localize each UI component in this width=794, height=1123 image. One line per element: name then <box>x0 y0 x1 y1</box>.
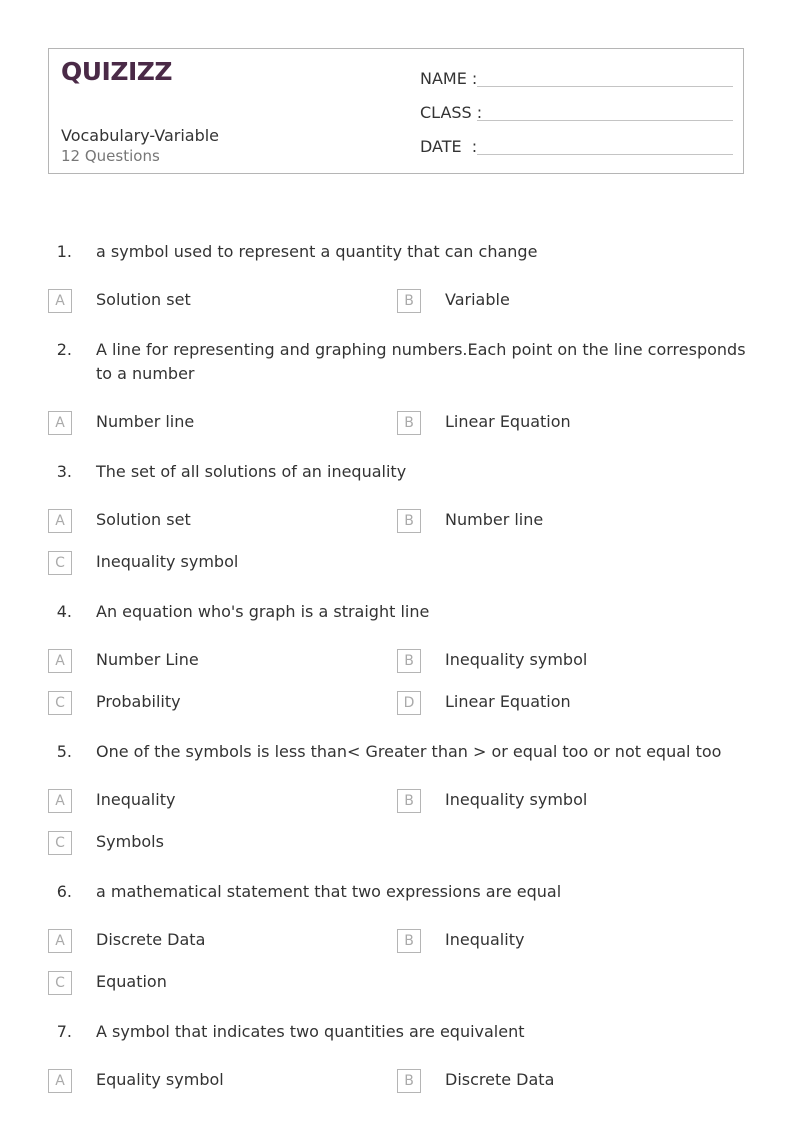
option-letter-box: C <box>48 551 72 575</box>
class-field[interactable] <box>420 103 482 122</box>
option-letter-box: D <box>397 691 421 715</box>
option-label: Linear Equation <box>445 412 571 431</box>
question-number: 1. <box>56 242 72 261</box>
option-letter-box: B <box>397 1069 421 1093</box>
date-line <box>477 154 733 155</box>
option-letter-box: B <box>397 509 421 533</box>
option-label: Number Line <box>96 650 199 669</box>
option-letter-box: C <box>48 971 72 995</box>
class-label: CLASS : <box>420 103 483 122</box>
option-letter-box: A <box>48 289 72 313</box>
date-label: DATE : <box>420 137 478 156</box>
option-label: Discrete Data <box>445 1070 555 1089</box>
option-label: Linear Equation <box>445 692 571 711</box>
option-letter-box: B <box>397 289 421 313</box>
name-line <box>477 86 733 87</box>
option-label: Number line <box>96 412 195 431</box>
question-number: 5. <box>56 742 72 761</box>
date-field[interactable] <box>420 137 477 156</box>
option-letter-box: C <box>48 691 72 715</box>
option-label: Probability <box>96 692 181 711</box>
quizizz-logo: QUIZIZZ <box>61 57 173 86</box>
option-label: Equality symbol <box>96 1070 224 1089</box>
option-label: Symbols <box>96 832 164 851</box>
option-letter-box: A <box>48 929 72 953</box>
option-letter-box: A <box>48 1069 72 1093</box>
question-number: 2. <box>56 340 72 359</box>
name-field[interactable] <box>420 69 477 88</box>
question-text: a symbol used to represent a quantity that can change <box>96 242 538 261</box>
option-label: Number line <box>445 510 544 529</box>
option-letter-box: C <box>48 831 72 855</box>
question-text: A symbol that indicates two quantities are equivalent <box>96 1022 525 1041</box>
option-letter-box: A <box>48 789 72 813</box>
option-label: Solution set <box>96 510 191 529</box>
worksheet-title: Vocabulary-Variable <box>61 126 220 145</box>
option-letter-box: A <box>48 411 72 435</box>
question-number: 6. <box>56 882 72 901</box>
option-letter-box: A <box>48 649 72 673</box>
option-letter-box: B <box>397 929 421 953</box>
option-label: Solution set <box>96 290 191 309</box>
option-label: Equation <box>96 972 167 991</box>
option-label: Discrete Data <box>96 930 206 949</box>
option-letter-box: A <box>48 509 72 533</box>
question-number: 7. <box>56 1022 72 1041</box>
option-letter-box: B <box>397 649 421 673</box>
option-label: Inequality <box>96 790 176 809</box>
question-number: 4. <box>56 602 72 621</box>
option-label: Inequality symbol <box>445 650 588 669</box>
question-text: One of the symbols is less than< Greater than > or equal too or not equal too <box>96 742 722 761</box>
question-text: The set of all solutions of an inequality <box>96 462 407 481</box>
option-label: Variable <box>445 290 510 309</box>
question-text: a mathematical statement that two expressions are equal <box>96 882 562 901</box>
worksheet-header <box>48 48 744 174</box>
question-count: 12 Questions <box>61 147 160 165</box>
option-label: Inequality symbol <box>445 790 588 809</box>
option-label: Inequality <box>445 930 525 949</box>
question-number: 3. <box>56 462 72 481</box>
name-label: NAME : <box>420 69 478 88</box>
option-label: Inequality symbol <box>96 552 239 571</box>
class-line <box>477 120 733 121</box>
question-text: An equation who's graph is a straight line <box>96 602 430 621</box>
option-letter-box: B <box>397 789 421 813</box>
option-letter-box: B <box>397 411 421 435</box>
question-text: A line for representing and graphing numbers.Each point on the line corresponds to a number <box>96 340 746 383</box>
